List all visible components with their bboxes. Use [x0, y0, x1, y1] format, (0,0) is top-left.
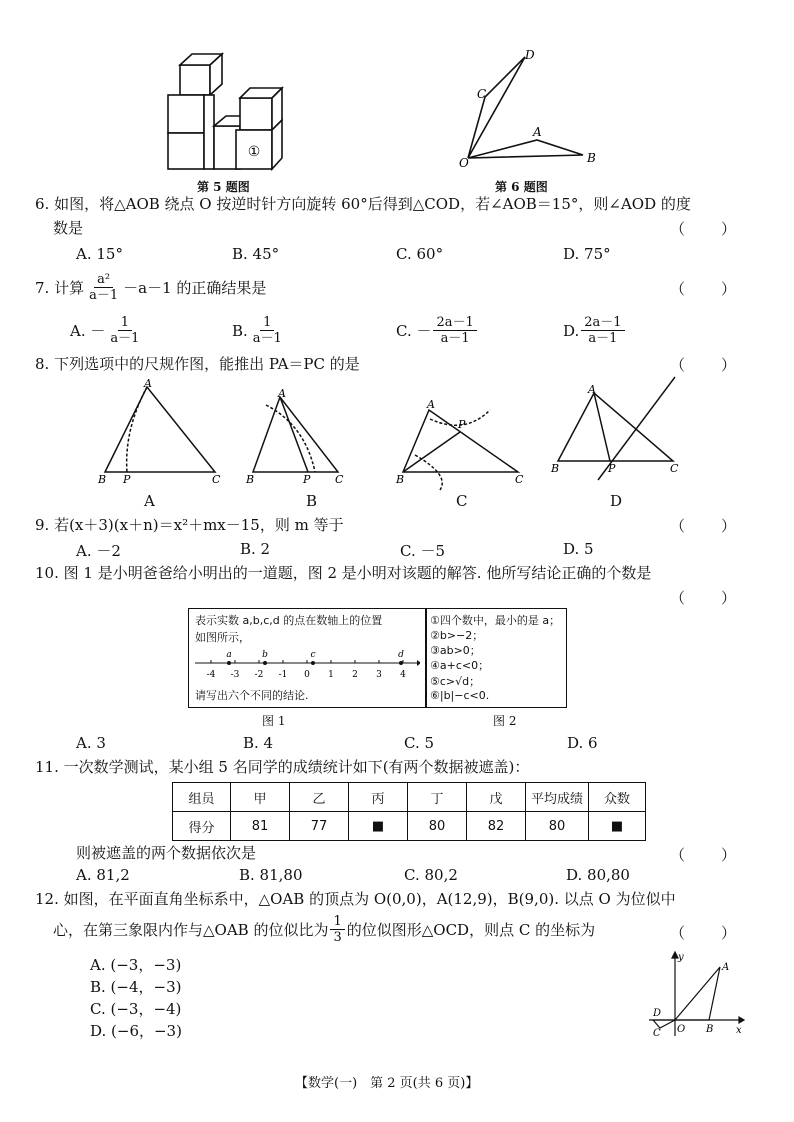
q11-table-data-row	[173, 812, 646, 841]
q6-option-c: C. 60°	[396, 245, 444, 263]
q10-fig2-item4: ④a+c<0；	[430, 659, 490, 672]
svg-text:A: A	[533, 125, 542, 139]
q9-option-c: C. －5	[400, 542, 446, 560]
svg-text:C: C	[515, 473, 524, 486]
q10-fig1-line1: 表示实数 a,b,c,d 的点在数轴上的位置	[195, 614, 383, 627]
svg-text:b: b	[262, 650, 268, 660]
table-cell: 乙	[290, 783, 349, 812]
svg-text:A: A	[427, 398, 435, 411]
q7-option-a-num: 1	[118, 315, 132, 331]
table-cell: ■	[589, 812, 646, 841]
svg-text:B: B	[396, 473, 405, 486]
svg-text:-2: -2	[254, 670, 264, 680]
svg-text:A: A	[278, 387, 286, 400]
svg-text:A: A	[144, 377, 152, 390]
q10-fig2-item6: ⑥|b|−c<0.	[430, 689, 490, 702]
svg-text:B: B	[587, 151, 596, 165]
q8-figure-label-c: C	[456, 492, 468, 510]
svg-text:0: 0	[304, 670, 310, 680]
page-footer: 【数学(一) 第 2 页(共 6 页)】	[295, 1076, 479, 1091]
svg-text:-4: -4	[206, 670, 216, 680]
q7-option-b-num: 1	[260, 315, 274, 331]
svg-text:P: P	[458, 418, 466, 431]
q8-figure-label-d: D	[610, 492, 623, 510]
svg-text:-1: -1	[278, 670, 288, 680]
q10-fig2-item1: ①四个数中，最小的是 a；	[430, 614, 561, 627]
q7-stem	[35, 272, 266, 303]
table-cell: 82	[467, 812, 526, 841]
q7-option-d-label: D.	[563, 321, 580, 340]
q7-frac-den: a－1	[89, 288, 119, 303]
q10-option-a: A. 3	[76, 734, 106, 752]
fig6-angles	[455, 45, 605, 170]
q11-paren: （ ）	[670, 846, 739, 864]
svg-text:O: O	[677, 1024, 686, 1035]
svg-text:P: P	[123, 473, 131, 486]
table-cell: 丙	[349, 783, 408, 812]
fig6-caption: 第 6 题图	[495, 180, 548, 194]
q9-stem: 9. 若(x＋3)(x＋n)＝x²＋mx－15，则 m 等于	[35, 516, 344, 534]
svg-text:D: D	[653, 1008, 662, 1019]
svg-text:1: 1	[328, 670, 334, 680]
svg-text:-3: -3	[230, 670, 240, 680]
q8-stem: 8. 下列选项中的尺规作图，能推出 PA＝PC 的是	[35, 355, 360, 373]
q7-prefix: 7. 计算	[35, 278, 85, 297]
q12-line1: 12. 如图，在平面直角坐标系中，△OAB 的顶点为 O(0,0)，A(12,9)，B(9,0). 以点 O 为位似中	[35, 890, 676, 908]
q7-option-d	[563, 315, 627, 346]
q11-option-d: D. 80,80	[566, 866, 630, 884]
table-cell: 平均成绩	[526, 783, 589, 812]
svg-text:c: c	[310, 650, 316, 660]
q6-option-a: A. 15°	[76, 245, 123, 263]
q11-after: 则被遮盖的两个数据依次是	[76, 844, 257, 862]
table-cell: 81	[231, 812, 290, 841]
q10-fig1-caption: 图 1	[262, 714, 286, 728]
q7-option-c-num: 2a－1	[433, 315, 476, 331]
q7-option-b	[232, 315, 287, 346]
q12-frac-num: 1	[330, 914, 344, 930]
q10-fig2-item3: ③ab>0；	[430, 644, 481, 657]
svg-text:O: O	[459, 156, 469, 170]
q10-option-c: C. 5	[404, 734, 435, 752]
q10-fig2-item5: ⑤c>√d；	[430, 675, 481, 688]
q11-option-c: C. 80,2	[404, 866, 458, 884]
q11-table	[172, 782, 646, 841]
table-cell: ■	[349, 812, 408, 841]
svg-text:A: A	[722, 962, 730, 973]
q7-option-c-label: C. －	[396, 322, 432, 340]
svg-text:A: A	[588, 383, 596, 396]
q12-paren: （ ）	[670, 924, 739, 942]
fig5-caption: 第 5 题图	[197, 180, 250, 194]
q12-option-b: B. (−4，−3)	[90, 978, 182, 996]
svg-text:2: 2	[352, 670, 358, 680]
table-cell: 得分	[173, 812, 231, 841]
q6-line2: 数是	[53, 219, 84, 237]
q6-paren: （ ）	[670, 220, 739, 238]
svg-text:4: 4	[400, 670, 406, 680]
svg-text:C: C	[670, 462, 679, 475]
svg-text:y: y	[678, 952, 684, 963]
q7-paren: （ ）	[670, 280, 739, 298]
q10-figure2	[425, 608, 567, 708]
q10-fig2-caption: 图 2	[493, 714, 517, 728]
q6-option-b: B. 45°	[232, 245, 280, 263]
q10-paren: （ ）	[670, 589, 739, 607]
table-cell: 80	[526, 812, 589, 841]
svg-text:C: C	[335, 473, 344, 486]
q7-option-b-label: B.	[232, 321, 248, 340]
q12-option-a: A. (−3，−3)	[90, 956, 182, 974]
table-cell: 80	[408, 812, 467, 841]
q12-frac-den: 3	[333, 930, 342, 945]
q10-fig2-item2: ②b>−2；	[430, 629, 484, 642]
table-cell: 戊	[467, 783, 526, 812]
q7-option-a-den: a－1	[110, 331, 140, 346]
q12-line2	[53, 914, 595, 945]
q12-coordinate-figure	[645, 950, 745, 1040]
svg-text:B: B	[551, 462, 560, 475]
fig5-cubes	[160, 48, 290, 173]
svg-text:C: C	[477, 87, 487, 101]
q8-figure-label-b: B	[306, 492, 318, 510]
q10-figure1	[188, 608, 427, 708]
q8-figures	[90, 375, 700, 510]
q9-option-a: A. －2	[76, 542, 121, 560]
table-cell: 丁	[408, 783, 467, 812]
q12-option-c: C. (−3，−4)	[90, 1000, 182, 1018]
q7-option-a	[70, 315, 144, 346]
q7-suffix: －a－1 的正确结果是	[123, 278, 267, 297]
q12-option-d: D. (−6，−3)	[90, 1022, 182, 1040]
q12-line2-pre: 心，在第三象限内作与△OAB 的位似比为	[53, 920, 329, 939]
q8-figure-label-a: A	[144, 492, 155, 510]
q9-option-b: B. 2	[240, 540, 271, 558]
svg-text:D: D	[525, 48, 535, 62]
q12-line2-post: 的位似图形△OCD，则点 C 的坐标为	[346, 920, 596, 939]
svg-text:x: x	[736, 1025, 742, 1036]
svg-text:d: d	[398, 650, 404, 660]
q7-option-c-den: a－1	[440, 331, 470, 346]
q7-option-d-den: a－1	[588, 331, 618, 346]
svg-text:P: P	[303, 473, 311, 486]
q8-paren: （ ）	[670, 356, 739, 374]
q7-option-d-num: 2a－1	[581, 315, 624, 331]
q11-table-header-row	[173, 783, 646, 812]
q10-option-d: D. 6	[567, 734, 598, 752]
q11-option-a: A. 81,2	[76, 866, 130, 884]
table-cell: 77	[290, 812, 349, 841]
q10-fig1-line2: 如图所示，	[195, 631, 250, 644]
q7-frac-num: a²	[94, 272, 113, 288]
svg-text:3: 3	[376, 670, 382, 680]
q11-option-b: B. 81,80	[239, 866, 303, 884]
svg-text:C: C	[212, 473, 221, 486]
q7-option-a-label: A. －	[70, 322, 106, 340]
q7-option-c	[396, 315, 479, 346]
q6-line1: 6. 如图，将△AOB 绕点 O 按逆时针方向旋转 60°后得到△COD，若∠AOB＝15°，则∠AOD 的度	[35, 195, 691, 213]
q10-option-b: B. 4	[243, 734, 274, 752]
q7-option-b-den: a－1	[252, 331, 282, 346]
svg-text:B: B	[706, 1024, 714, 1035]
svg-text:P: P	[608, 462, 616, 475]
q6-option-d: D. 75°	[563, 245, 611, 263]
svg-text:a: a	[226, 650, 232, 660]
table-cell: 众数	[589, 783, 646, 812]
fig5-cube-label: ①	[247, 144, 261, 160]
q7-fraction	[86, 272, 121, 303]
q11-stem: 11. 一次数学测试，某小组 5 名同学的成绩统计如下(有两个数据被遮盖)：	[35, 758, 530, 776]
svg-text:C: C	[653, 1028, 661, 1039]
svg-text:B: B	[98, 473, 107, 486]
q10-fig1-line3: 请写出六个不同的结论.	[195, 689, 309, 702]
svg-text:B: B	[246, 473, 255, 486]
q9-option-d: D. 5	[563, 540, 594, 558]
table-cell: 甲	[231, 783, 290, 812]
q10-stem: 10. 图 1 是小明爸爸给小明出的一道题，图 2 是小明对该题的解答. 他所写结论正确的个数是	[35, 564, 652, 582]
q9-paren: （ ）	[670, 517, 739, 535]
table-cell: 组员	[173, 783, 231, 812]
